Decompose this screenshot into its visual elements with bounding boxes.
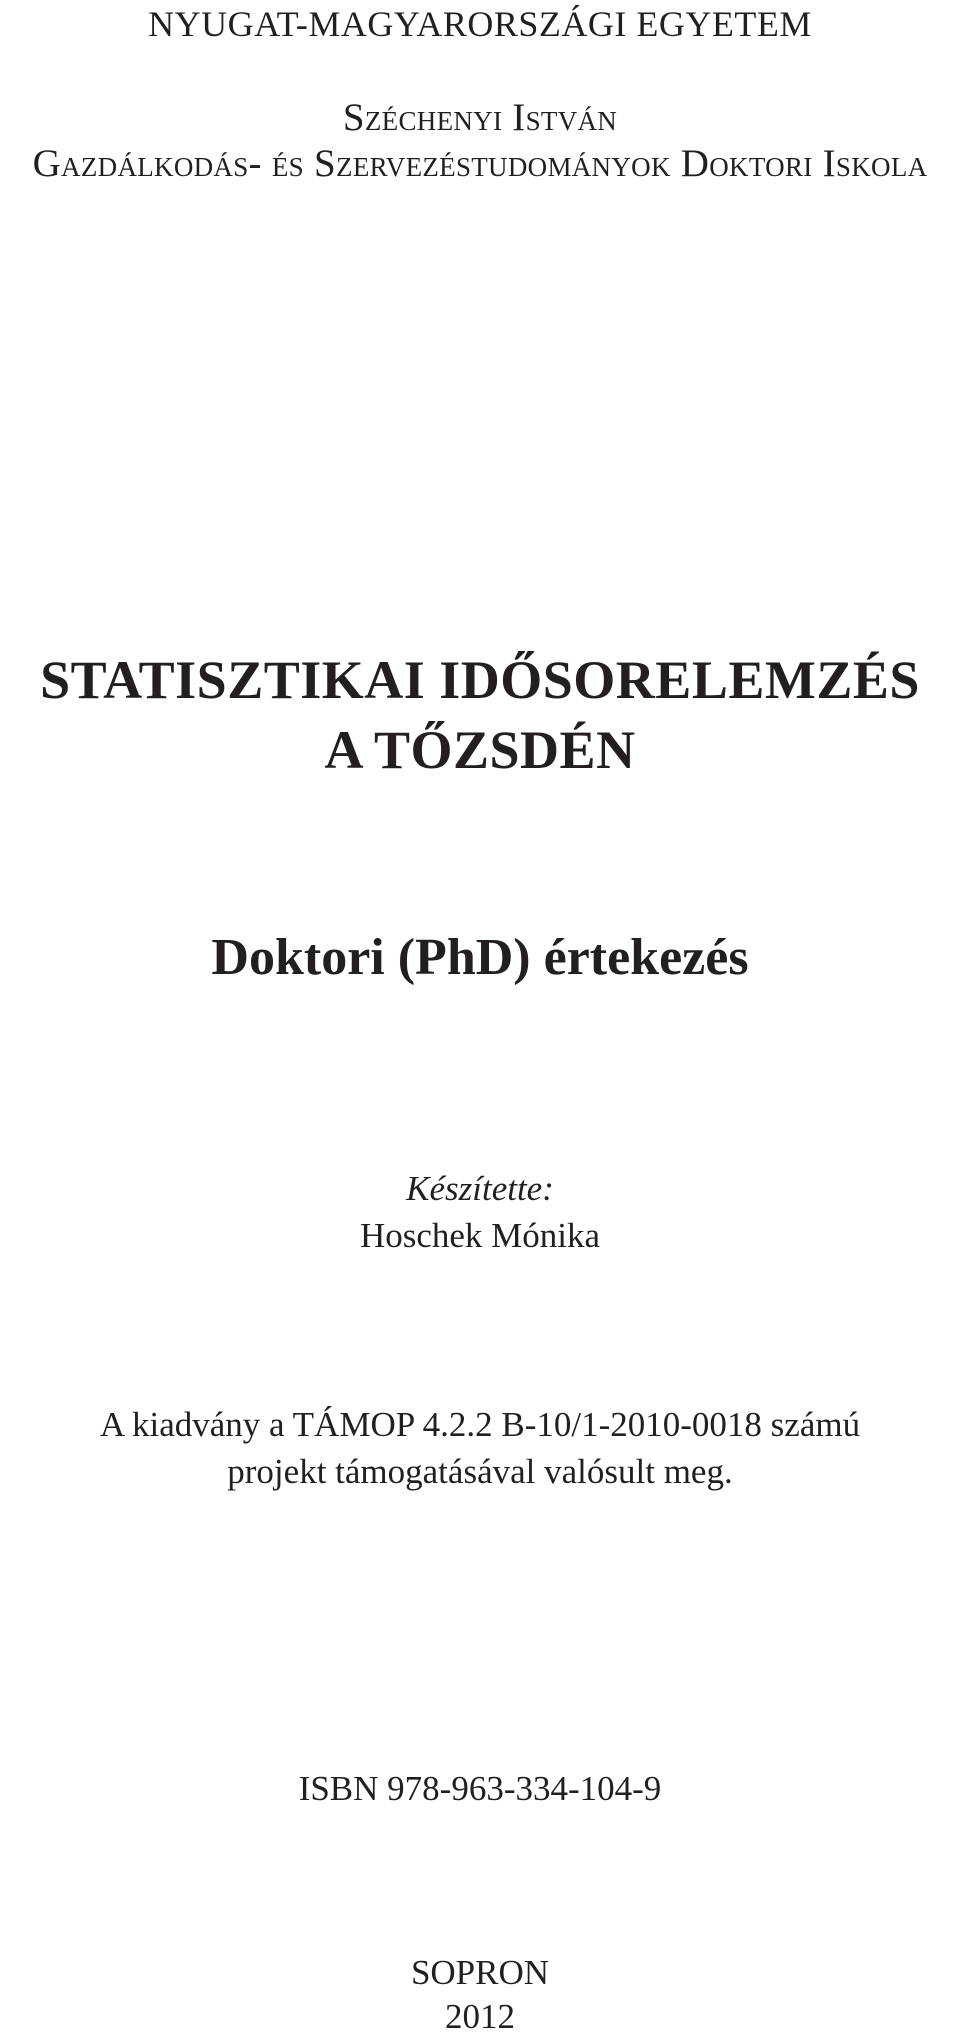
thesis-type: Doktori (PhD) értekezés [211, 929, 749, 986]
author-label: Készítette: [406, 1169, 554, 1208]
thesis-title-line-1: STATISZTIKAI IDŐSORELEMZÉS [40, 650, 920, 710]
thesis-title-line-2: A TŐZSDÉN [324, 720, 636, 780]
imprint-city: SOPRON [410, 1953, 550, 1992]
school-name-line-2: Gazdálkodás- és Szervezéstudományok Doktori Iskola [32, 142, 928, 185]
imprint-year: 2012 [445, 1997, 515, 2036]
funding-note-line-1: A kiadvány a TÁMOP 4.2.2 B-10/1-2010-0018 számú [99, 1405, 861, 1444]
isbn-number: ISBN 978-963-334-104-9 [298, 1769, 662, 1808]
school-name-line-1: Széchenyi István [342, 96, 618, 139]
funding-note-line-2: projekt támogatásával valósult meg. [227, 1452, 733, 1491]
university-name: NYUGAT-MAGYARORSZÁGI EGYETEM [148, 4, 812, 44]
author-name: Hoschek Mónika [359, 1216, 601, 1255]
